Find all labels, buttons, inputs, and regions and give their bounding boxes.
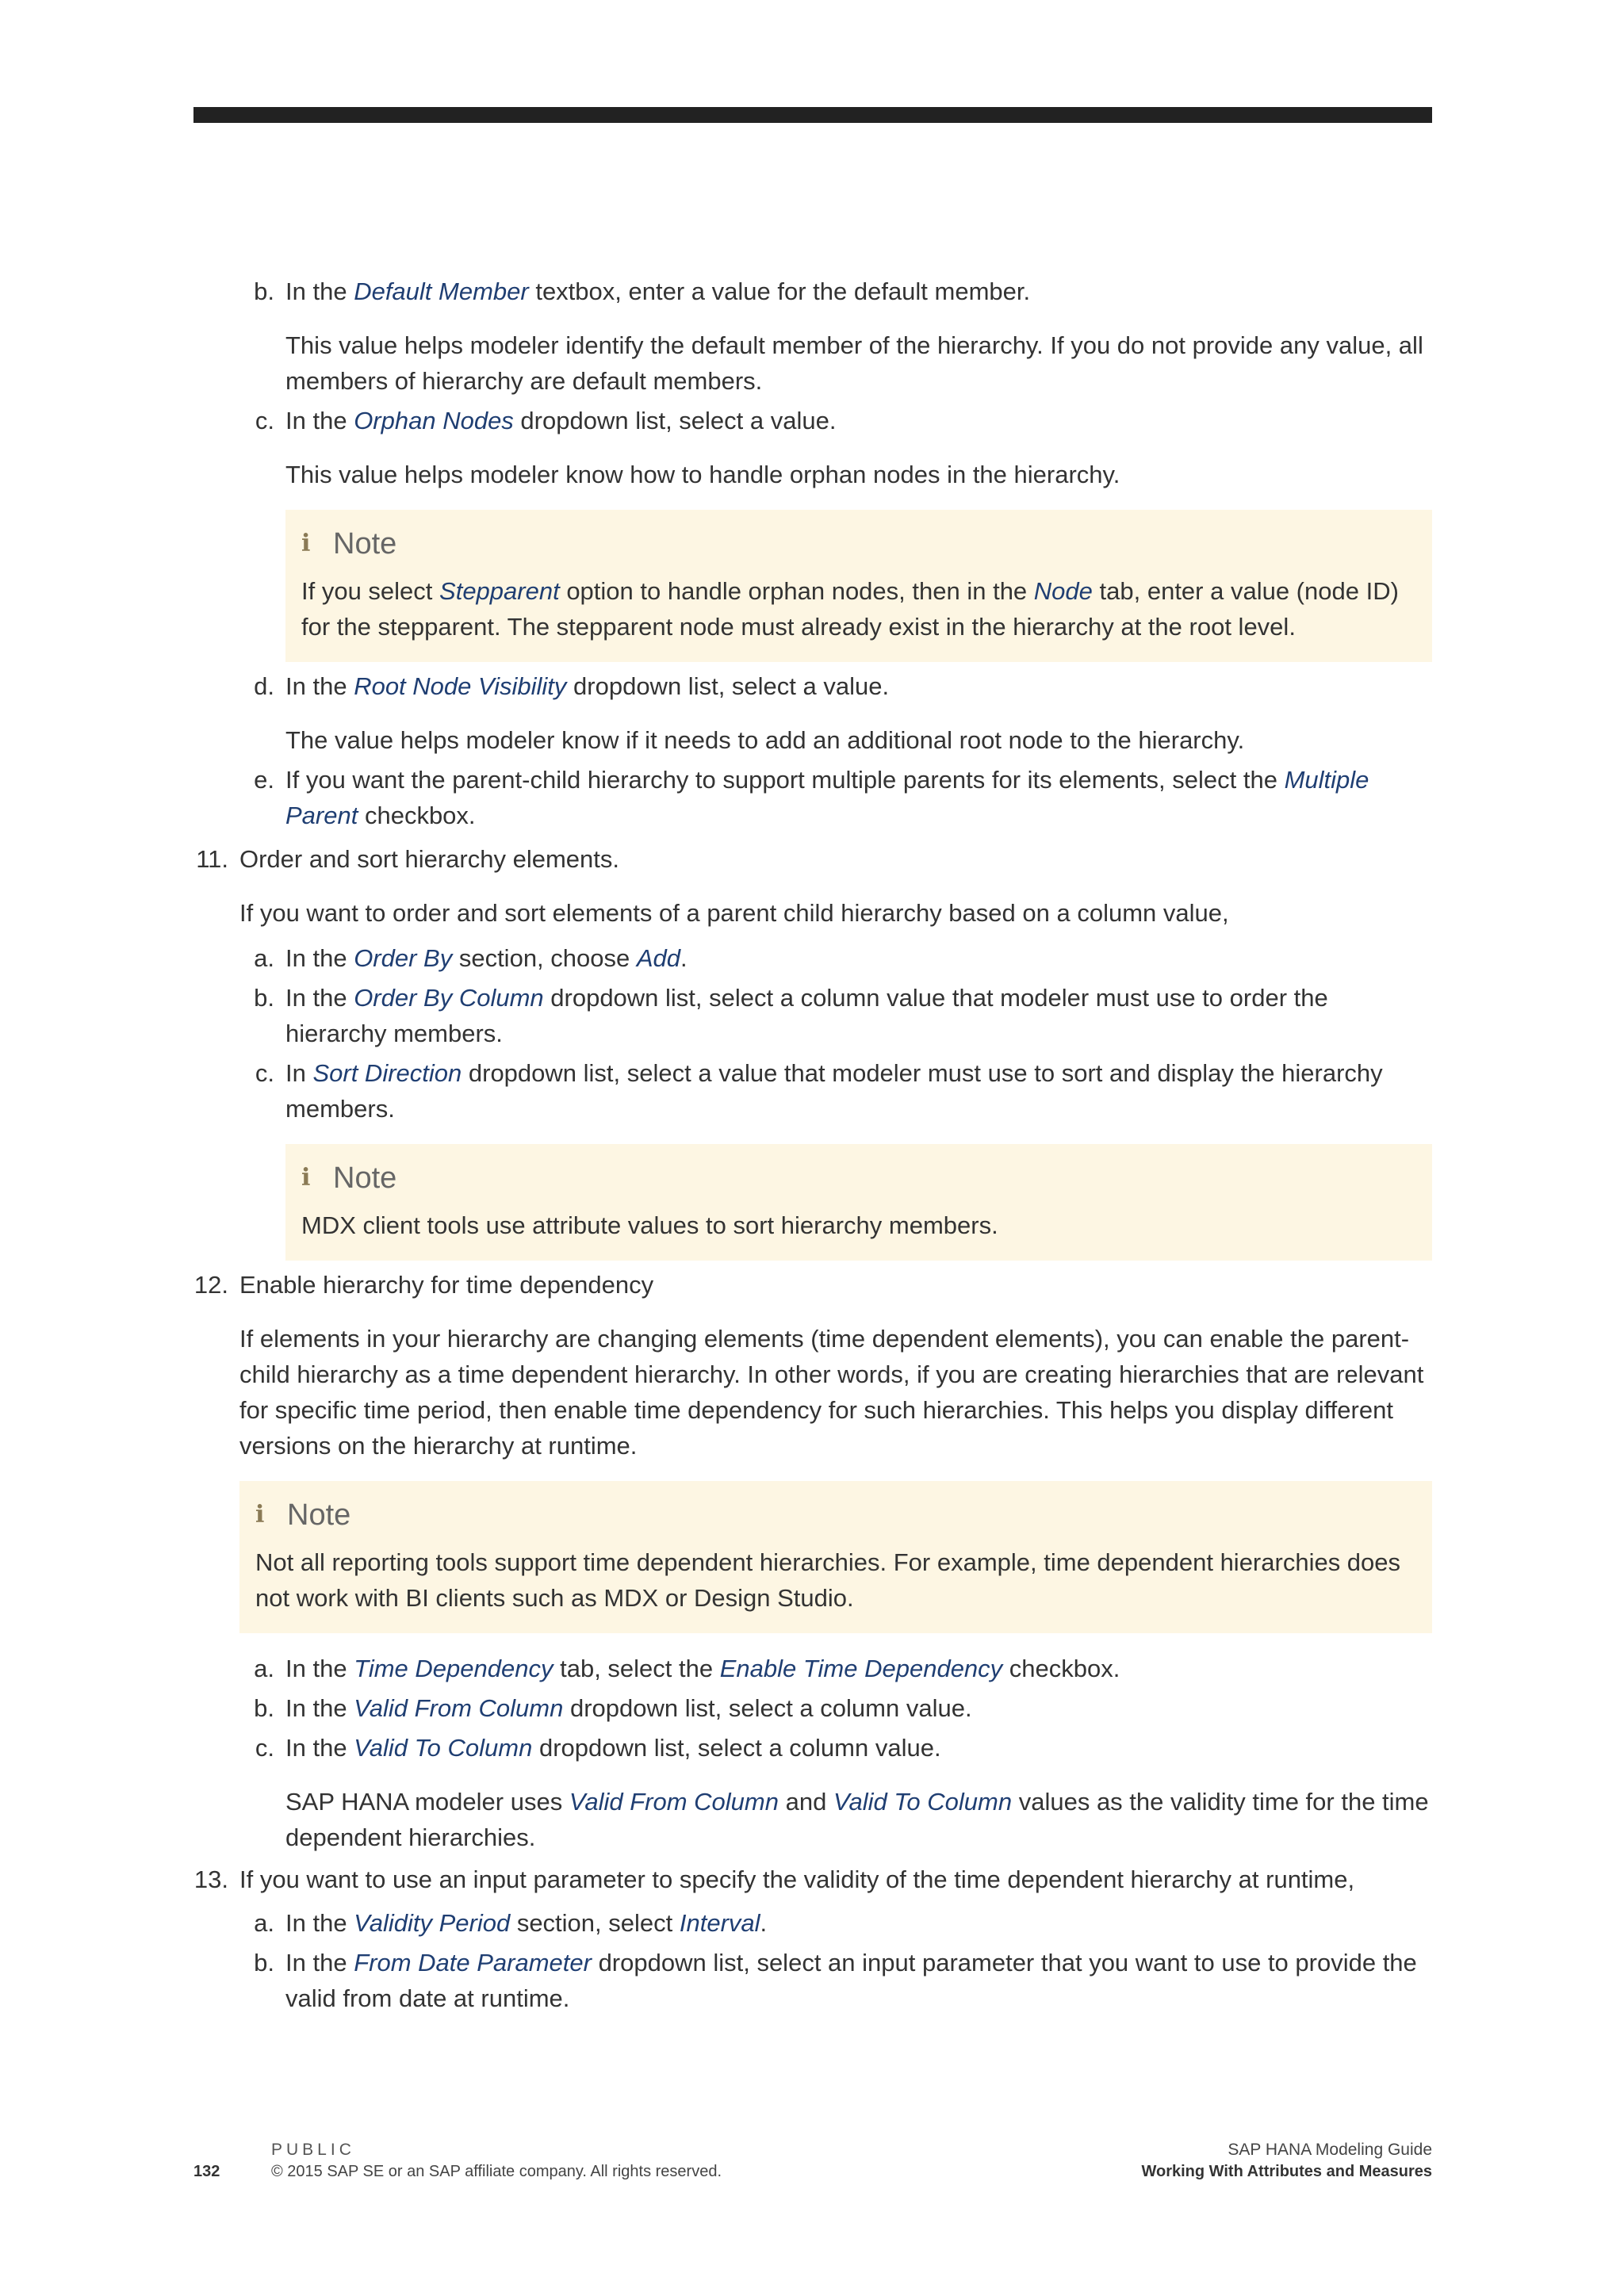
note-box bbox=[285, 1144, 1432, 1261]
substep-explanation: The value helps modeler know if it needs to add an additional root node to the hierarchy. bbox=[285, 726, 1245, 754]
substep-label: b. bbox=[254, 1694, 274, 1722]
note-box bbox=[285, 510, 1432, 662]
ui-term: Orphan Nodes bbox=[354, 407, 514, 434]
substep-label: c. bbox=[255, 1059, 274, 1087]
substep-b-from-date-parameter: b. In the From Date Parameter dropdown list, select an input parameter that you want to use to provide the valid from date at runtime. bbox=[193, 1945, 1432, 2016]
ui-term: Stepparent bbox=[439, 577, 560, 605]
note-header bbox=[301, 1155, 1416, 1201]
ui-term: Valid To Column bbox=[833, 1788, 1013, 1816]
substep-c-valid-to-column: c. In the Valid To Column dropdown list, select a column value. bbox=[193, 1730, 1432, 1766]
substep-a-order-by: a. In the Order By section, choose Add. bbox=[193, 940, 1432, 976]
ui-term: Validity Period bbox=[354, 1909, 511, 1937]
step-13: 13. If you want to use an input parameter to specify the validity of the time dependent hierarchy at runtime, bbox=[193, 1862, 1432, 1897]
substep-a-validity-period: a. In the Validity Period section, select Interval. bbox=[193, 1905, 1432, 1941]
note-title: Note bbox=[333, 1161, 397, 1195]
copyright-notice: © 2015 SAP SE or an SAP affiliate company. All rights reserved. bbox=[271, 2163, 722, 2180]
substep-label: a. bbox=[254, 944, 274, 972]
substep-explanation: This value helps modeler identify the default member of the hierarchy. If you do not provide any value, all members of hierarchy are default members. bbox=[285, 331, 1423, 395]
substep-label: b. bbox=[254, 277, 274, 305]
substep-e-multiple-parent: e. If you want the parent-child hierarchy to support multiple parents for its elements, select the Multiple Parent checkbox. bbox=[193, 762, 1432, 833]
substep-explanation: This value helps modeler know how to handle orphan nodes in the hierarchy. bbox=[285, 461, 1120, 488]
ui-term: Default Member bbox=[354, 277, 529, 305]
step-number: 11. bbox=[196, 845, 228, 873]
ui-term: Enable Time Dependency bbox=[719, 1655, 1003, 1682]
substep-label: b. bbox=[254, 1949, 274, 1976]
substep-d-root-node-visibility: d. In the Root Node Visibility dropdown list, select a value. bbox=[193, 668, 1432, 704]
note-text: Not all reporting tools support time dependent hierarchies. For example, time dependent hierarchies does not work with BI clients such as MDX or Design Studio. bbox=[255, 1548, 1401, 1612]
substep-a-time-dependency: a. In the Time Dependency tab, select the Enable Time Dependency checkbox. bbox=[193, 1651, 1432, 1686]
step-number: 13. bbox=[193, 1866, 228, 1893]
note-header bbox=[301, 521, 1416, 567]
step-number: 12. bbox=[193, 1271, 228, 1299]
ui-term: Valid From Column bbox=[354, 1694, 564, 1722]
note-text: If you select Stepparent option to handle orphan nodes, then in the Node tab, enter a value (node ID) for the stepparent. The stepparent node must already exist in the hierarchy at the root level. bbox=[301, 577, 1399, 641]
ui-term: Add bbox=[636, 944, 681, 972]
substep-label: a. bbox=[254, 1909, 274, 1937]
note-box bbox=[239, 1481, 1432, 1633]
substep-label: c. bbox=[255, 407, 274, 434]
substep-label: e. bbox=[254, 766, 274, 794]
document-body bbox=[193, 274, 1432, 2016]
step-explanation: If elements in your hierarchy are changing elements (time dependent elements), you can enable the parent-child hierarchy as a time dependent hierarchy. In other words, if you are creating hierarchies that are relevant for specific time period, then enable time dependency for such hierarchies. This helps you display different versions on the hierarchy at runtime. bbox=[239, 1325, 1424, 1460]
info-icon: i bbox=[301, 530, 311, 557]
ui-term: Order By Column bbox=[354, 984, 544, 1012]
ui-term: Time Dependency bbox=[354, 1655, 553, 1682]
substep-label: b. bbox=[254, 984, 274, 1012]
substep-b-valid-from-column: b. In the Valid From Column dropdown list, select a column value. bbox=[193, 1690, 1432, 1726]
substep-b-order-by-column: b. In the Order By Column dropdown list, select a column value that modeler must use to order the hierarchy members. bbox=[193, 980, 1432, 1051]
substep-label: c. bbox=[255, 1734, 274, 1762]
info-icon: i bbox=[255, 1501, 265, 1529]
note-text: MDX client tools use attribute values to sort hierarchy members. bbox=[301, 1211, 998, 1239]
ui-term: Order By bbox=[354, 944, 453, 972]
page-number: 132 bbox=[193, 2163, 220, 2180]
ui-term: Node bbox=[1033, 577, 1093, 605]
substep-c-sort-direction: c. In Sort Direction dropdown list, select a value that modeler must use to sort and display the hierarchy members. bbox=[193, 1055, 1432, 1127]
guide-title: SAP HANA Modeling Guide bbox=[1228, 2141, 1432, 2159]
step-11: 11. Order and sort hierarchy elements. bbox=[193, 841, 1432, 877]
ui-term: Root Node Visibility bbox=[354, 672, 567, 700]
substep-explanation: SAP HANA modeler uses Valid From Column and Valid To Column values as the validity time for the time dependent hierarchies. bbox=[285, 1788, 1429, 1851]
note-header bbox=[255, 1492, 1416, 1538]
substep-label: d. bbox=[254, 672, 274, 700]
classification-label: PUBLIC bbox=[271, 2141, 355, 2159]
note-title: Note bbox=[287, 1498, 351, 1532]
ui-term: Valid From Column bbox=[569, 1788, 779, 1816]
step-explanation: If you want to order and sort elements of a parent child hierarchy based on a column value, bbox=[239, 899, 1229, 927]
substep-c-orphan-nodes: c. In the Orphan Nodes dropdown list, select a value. bbox=[193, 403, 1432, 438]
substep-b-default-member: b. In the Default Member textbox, enter a value for the default member. bbox=[193, 274, 1432, 309]
note-title: Note bbox=[333, 527, 397, 561]
section-title: Working With Attributes and Measures bbox=[1141, 2163, 1432, 2180]
info-icon: i bbox=[301, 1164, 311, 1192]
step-12: 12. Enable hierarchy for time dependency bbox=[193, 1267, 1432, 1303]
ui-term: Sort Direction bbox=[312, 1059, 462, 1087]
ui-term: Valid To Column bbox=[354, 1734, 533, 1762]
ui-term: From Date Parameter bbox=[354, 1949, 592, 1976]
top-rule bbox=[193, 107, 1432, 123]
substep-label: a. bbox=[254, 1655, 274, 1682]
ui-term: Interval bbox=[679, 1909, 760, 1937]
ui-term: Multiple Parent bbox=[285, 766, 1369, 829]
